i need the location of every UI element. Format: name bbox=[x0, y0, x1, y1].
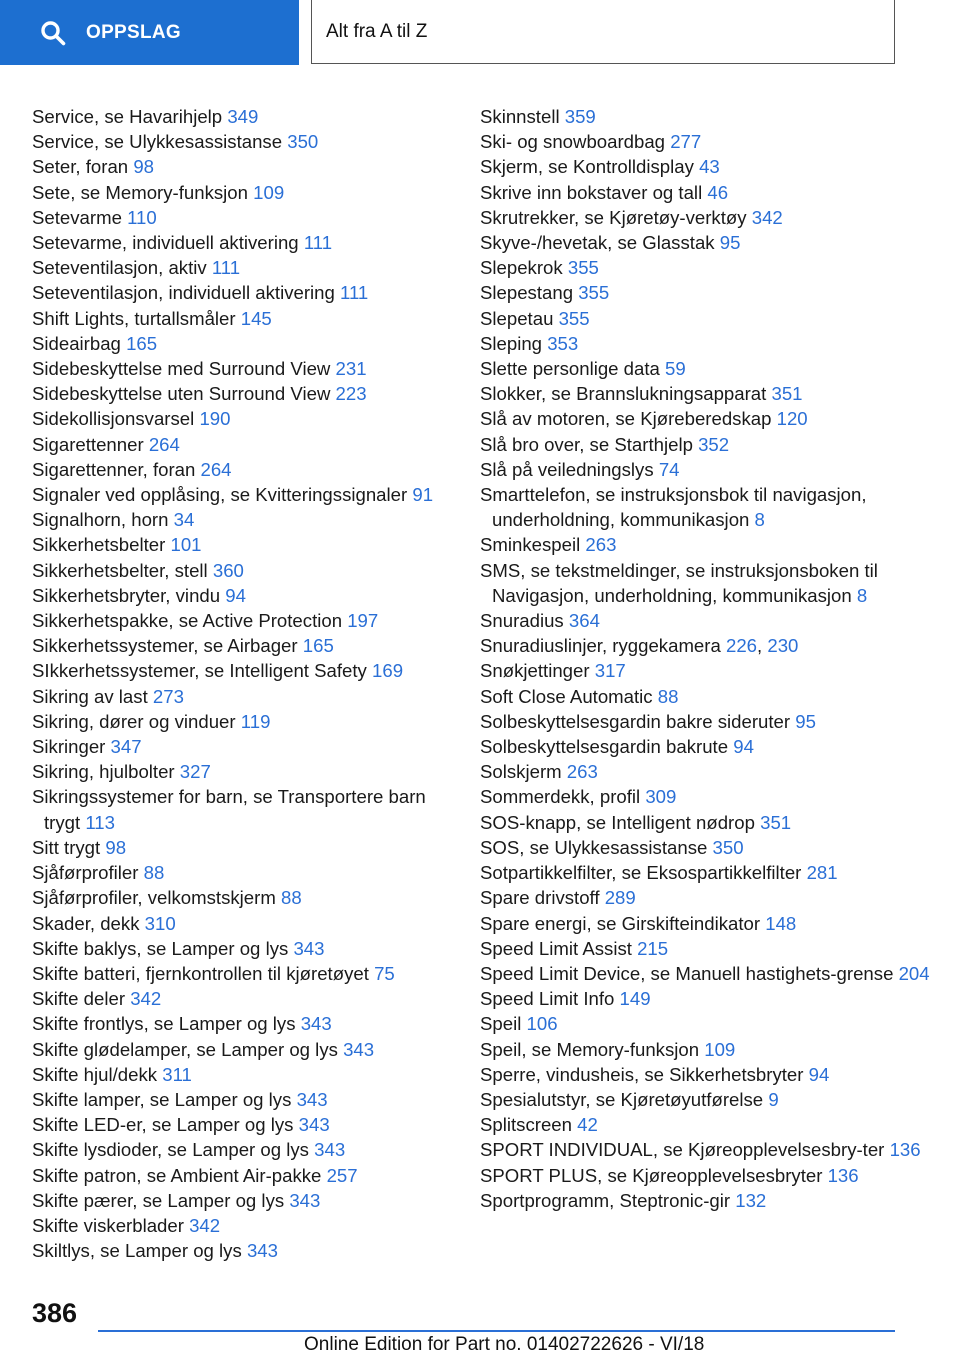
index-entry bbox=[32, 885, 462, 910]
page-ref-link[interactable]: 165 bbox=[302, 635, 334, 657]
index-entry bbox=[32, 558, 462, 583]
page-ref-link[interactable]: 223 bbox=[335, 383, 367, 405]
page-ref-link[interactable]: 317 bbox=[594, 660, 626, 682]
index-entry bbox=[32, 406, 462, 431]
page-ref-link[interactable]: 111 bbox=[340, 282, 369, 304]
page-ref-link[interactable]: 111 bbox=[303, 232, 333, 254]
index-entry bbox=[480, 885, 930, 910]
index-term: Skjerm, se Kontrolldisplay bbox=[480, 156, 694, 178]
index-term: Speed Limit Device, se Manuell hastighets-grense bbox=[480, 962, 894, 984]
index-term: Service, se Ulykkesassistanse bbox=[32, 131, 283, 153]
index-entry bbox=[32, 1087, 462, 1112]
index-entry bbox=[32, 734, 462, 759]
index-entry bbox=[32, 381, 462, 406]
index-term: Solbeskyttelsesgardin bakre sideruter bbox=[480, 710, 791, 732]
index-term: Spare drivstoff bbox=[480, 887, 600, 909]
page-ref-link[interactable]: 43 bbox=[699, 156, 720, 178]
index-term: Sideairbag bbox=[32, 332, 121, 354]
page-ref-link[interactable]: 342 bbox=[751, 206, 783, 228]
section-title-text: Alt fra A til Z bbox=[326, 20, 428, 42]
index-term: Spare energi, se Girskifteindikator bbox=[480, 912, 761, 934]
page-ref-link[interactable]: 359 bbox=[564, 106, 596, 127]
index-term: Skifte viskerblader bbox=[32, 1214, 184, 1236]
page-ref-link[interactable]: 88 bbox=[281, 887, 302, 909]
page-ref-link[interactable]: 226 bbox=[725, 635, 758, 657]
index-term: Signaler ved opplåsing, se Kvitteringssignaler bbox=[32, 484, 408, 506]
index-entry bbox=[480, 154, 930, 179]
index-term: Slepetau bbox=[480, 307, 554, 329]
index-entry bbox=[480, 835, 930, 860]
page-ref-link[interactable]: 360 bbox=[212, 559, 244, 581]
index-term: Sikkerhetspakke, se Active Protection bbox=[32, 610, 343, 632]
index-entry bbox=[32, 1238, 462, 1263]
index-term: Sleping bbox=[480, 332, 543, 354]
index-column-left bbox=[32, 104, 462, 1263]
page-ref-link[interactable]: 257 bbox=[326, 1164, 358, 1186]
index-entry bbox=[480, 457, 930, 482]
page-ref-link[interactable]: 106 bbox=[526, 1013, 558, 1035]
page-ref-link[interactable]: 136 bbox=[889, 1139, 921, 1161]
index-entry bbox=[32, 961, 462, 986]
page-ref-link[interactable]: 343 bbox=[289, 1189, 321, 1211]
index-term: Seter, foran bbox=[32, 156, 129, 178]
index-entry bbox=[480, 961, 930, 986]
page-ref-link[interactable]: 109 bbox=[253, 181, 285, 203]
page-ref-link[interactable]: 352 bbox=[698, 433, 730, 455]
index-term: Seteventilasjon, individuell aktivering bbox=[32, 282, 335, 304]
index-term: Spesialutstyr, se Kjøretøyutførelse bbox=[480, 1088, 764, 1110]
index-term: Sigarettenner bbox=[32, 433, 144, 455]
index-entry bbox=[480, 280, 930, 305]
index-entry bbox=[480, 1037, 930, 1062]
index-entry bbox=[480, 205, 930, 230]
index-entry bbox=[480, 658, 930, 683]
index-entry bbox=[480, 1011, 930, 1036]
index-entry bbox=[480, 936, 930, 961]
index-term: Sjåførprofiler, velkomstskjerm bbox=[32, 887, 276, 909]
index-term: Sikkerhetsbelter bbox=[32, 534, 166, 556]
index-entry bbox=[32, 280, 462, 305]
index-entry bbox=[32, 532, 462, 557]
page-ref-link[interactable]: 88 bbox=[657, 685, 679, 707]
index-term: Skifte deler bbox=[32, 988, 126, 1010]
index-entry bbox=[32, 1213, 462, 1238]
index-term: Skifte frontlys, se Lamper og lys bbox=[32, 1013, 296, 1035]
page-ref-link[interactable]: 111 bbox=[211, 257, 241, 279]
page-ref-link[interactable]: 148 bbox=[765, 912, 797, 934]
page-ref-link[interactable]: 34 bbox=[173, 509, 195, 531]
page-ref-link[interactable]: 327 bbox=[179, 761, 211, 783]
index-term: Service, se Havarihjelp bbox=[32, 106, 223, 127]
index-term: Setevarme, individuell aktivering bbox=[32, 232, 299, 254]
index-term: Sotpartikkelfilter, se Eksospartikkelfilter bbox=[480, 862, 802, 884]
page-ref-link[interactable]: 273 bbox=[152, 685, 184, 707]
index-term: Snuradiuslinjer, ryggekamera bbox=[480, 635, 721, 657]
index-term: Speed Limit Assist bbox=[480, 937, 632, 959]
page-ref-link[interactable]: 8 bbox=[754, 509, 765, 531]
index-entry bbox=[480, 709, 930, 734]
index-term: SIkkerhetssystemer, se Intelligent Safety bbox=[32, 660, 367, 682]
footer-divider bbox=[98, 1330, 895, 1332]
index-term: Skifte lamper, se Lamper og lys bbox=[32, 1088, 292, 1110]
index-term: Solbeskyttelsesgardin bakrute bbox=[480, 736, 729, 758]
page-ref-link[interactable]: 197 bbox=[347, 610, 379, 632]
page-ref-link[interactable]: 351 bbox=[771, 383, 803, 405]
page-ref-link[interactable]: 349 bbox=[227, 106, 259, 127]
index-term: Snøkjettinger bbox=[480, 660, 590, 682]
page-ref-link[interactable]: 343 bbox=[343, 1038, 375, 1060]
index-term: Soft Close Automatic bbox=[480, 685, 653, 707]
index-entry bbox=[32, 1163, 462, 1188]
index-term: Skifte LED-er, se Lamper og lys bbox=[32, 1114, 294, 1136]
page-ref-link[interactable]: 263 bbox=[585, 534, 617, 556]
page-ref-link[interactable]: 132 bbox=[735, 1189, 767, 1211]
index-term: Seteventilasjon, aktiv bbox=[32, 257, 207, 279]
index-entry bbox=[480, 180, 930, 205]
index-entry bbox=[32, 180, 462, 205]
page-ref-link[interactable]: 94 bbox=[225, 584, 246, 606]
index-entry bbox=[32, 432, 462, 457]
index-term: SOS-knapp, se Intelligent nødrop bbox=[480, 811, 755, 833]
page-ref-link[interactable]: 350 bbox=[287, 131, 319, 153]
index-term: SMS, se tekstmeldinger, se instruksjonsboken til Navigasjon, underholdning, kommunikasjon bbox=[480, 559, 878, 606]
index-entry bbox=[32, 306, 462, 331]
index-term: Skifte glødelamper, se Lamper og lys bbox=[32, 1038, 338, 1060]
page-ref-link[interactable]: 309 bbox=[645, 786, 677, 808]
index-entry bbox=[480, 1087, 930, 1112]
tab-label: OPPSLAG bbox=[86, 21, 182, 43]
index-entry bbox=[32, 104, 462, 129]
index-term: Sikring, hjulbolter bbox=[32, 761, 175, 783]
search-icon bbox=[40, 20, 66, 46]
page-ref-link[interactable]: 94 bbox=[808, 1063, 830, 1085]
index-term: Speil, se Memory-funksjon bbox=[480, 1038, 700, 1060]
index-term: Sikring av last bbox=[32, 685, 148, 707]
index-entry bbox=[480, 1062, 930, 1087]
index-entry bbox=[480, 306, 930, 331]
index-term: Sjåførprofiler bbox=[32, 862, 139, 884]
index-entry bbox=[480, 331, 930, 356]
index-term: Sperre, vindusheis, se Sikkerhetsbryter bbox=[480, 1063, 804, 1085]
index-term: Sitt trygt bbox=[32, 836, 101, 858]
index-entry bbox=[32, 507, 462, 532]
page-ref-link[interactable]: 88 bbox=[143, 862, 165, 884]
index-entry bbox=[480, 784, 930, 809]
index-term: Slå på veiledningslys bbox=[480, 458, 654, 480]
index-entry bbox=[480, 230, 930, 255]
index-entry bbox=[32, 608, 462, 633]
index-entry bbox=[32, 331, 462, 356]
page-ref-link[interactable]: 42 bbox=[577, 1114, 598, 1136]
index-entry bbox=[480, 810, 930, 835]
index-term: Slå av motoren, se Kjøreberedskap bbox=[480, 408, 772, 430]
index-term: Sikringer bbox=[32, 736, 106, 758]
index-entry bbox=[32, 784, 462, 834]
index-term: SPORT INDIVIDUAL, se Kjøreopplevelsesbry-ter bbox=[480, 1139, 885, 1161]
index-term: Sidekollisjonsvarsel bbox=[32, 408, 195, 430]
page-ref-link[interactable]: 95 bbox=[795, 710, 816, 732]
page-ref-link[interactable]: 75 bbox=[374, 962, 395, 984]
index-entry bbox=[32, 1011, 462, 1036]
page-ref-link[interactable]: 109 bbox=[704, 1038, 736, 1060]
edition-text: Online Edition for Part no. 01402722626 - VI/18 bbox=[304, 1334, 705, 1355]
index-term: SPORT PLUS, se Kjøreopplevelsesbryter bbox=[480, 1164, 823, 1186]
index-entry bbox=[32, 129, 462, 154]
page-ref-link[interactable]: 342 bbox=[189, 1214, 221, 1236]
index-entry bbox=[480, 734, 930, 759]
index-entry bbox=[480, 432, 930, 457]
index-entry bbox=[480, 986, 930, 1011]
page-ref-link[interactable]: 95 bbox=[719, 232, 741, 254]
index-entry bbox=[32, 986, 462, 1011]
index-term: Skrutrekker, se Kjøretøy-verktøy bbox=[480, 206, 747, 228]
index-term: Shift Lights, turtallsmåler bbox=[32, 307, 236, 329]
index-entry bbox=[32, 835, 462, 860]
index-term: Sminkespeil bbox=[480, 534, 581, 556]
index-term: Skiltlys, se Lamper og lys bbox=[32, 1240, 242, 1262]
index-entry bbox=[32, 759, 462, 784]
index-term: Skifte batteri, fjernkontrollen til kjøretøyet bbox=[32, 962, 369, 984]
index-term: Slette personlige data bbox=[480, 358, 660, 380]
page-ref-link[interactable]: 9 bbox=[768, 1088, 779, 1110]
index-entry bbox=[32, 1112, 462, 1137]
page-ref-link[interactable]: 101 bbox=[170, 534, 202, 556]
index-entry bbox=[480, 860, 930, 885]
page-ref-link[interactable]: 343 bbox=[293, 937, 325, 959]
index-entry bbox=[480, 255, 930, 280]
page-ref-link[interactable]: 343 bbox=[296, 1088, 328, 1110]
page-ref-link[interactable]: 165 bbox=[126, 332, 158, 354]
page-ref-link[interactable]: 113 bbox=[85, 811, 115, 833]
index-entry bbox=[480, 532, 930, 557]
page-ref-link[interactable]: 264 bbox=[148, 433, 180, 455]
index-entry bbox=[480, 104, 930, 129]
index-term: Slå bro over, se Starthjelp bbox=[480, 433, 693, 455]
page-ref-link[interactable]: 343 bbox=[246, 1240, 278, 1262]
index-entry bbox=[480, 684, 930, 709]
index-entry bbox=[32, 356, 462, 381]
page-ref-link[interactable]: 311 bbox=[162, 1063, 192, 1085]
page-ref-link[interactable]: 355 bbox=[567, 257, 599, 279]
page-ref-link[interactable]: 110 bbox=[127, 206, 157, 228]
index-entry bbox=[480, 406, 930, 431]
index-entry bbox=[480, 1112, 930, 1137]
page-ref-link[interactable]: 59 bbox=[665, 358, 686, 380]
index-entry bbox=[480, 759, 930, 784]
index-entry bbox=[32, 583, 462, 608]
page-ref-link[interactable]: 355 bbox=[578, 282, 610, 304]
index-entry bbox=[480, 1188, 930, 1213]
index-entry bbox=[32, 1037, 462, 1062]
index-entry bbox=[32, 1188, 462, 1213]
index-term: Sikkerhetsbelter, stell bbox=[32, 559, 208, 581]
page-ref-link[interactable]: 215 bbox=[637, 937, 669, 959]
index-entry bbox=[32, 860, 462, 885]
index-column-right bbox=[480, 104, 930, 1213]
page-ref-link[interactable]: 8 bbox=[856, 584, 868, 606]
index-entry bbox=[480, 911, 930, 936]
index-entry bbox=[32, 633, 462, 658]
page-ref-link[interactable]: 355 bbox=[558, 307, 590, 329]
index-term: Skifte hjul/dekk bbox=[32, 1063, 158, 1085]
index-term: Sikring, dører og vinduer bbox=[32, 710, 236, 732]
index-term: Sete, se Memory-funksjon bbox=[32, 181, 248, 203]
index-entry bbox=[480, 1137, 930, 1162]
index-entry bbox=[480, 129, 930, 154]
index-entry bbox=[32, 205, 462, 230]
page-ref-link[interactable]: 343 bbox=[300, 1013, 332, 1035]
index-entry bbox=[480, 381, 930, 406]
page-ref-link[interactable]: 289 bbox=[604, 887, 636, 909]
page-ref-link[interactable]: 231 bbox=[335, 358, 367, 380]
index-term: Setevarme bbox=[32, 206, 122, 228]
page-ref-link[interactable]: 74 bbox=[658, 458, 680, 480]
page-ref-link[interactable]: 98 bbox=[133, 156, 154, 178]
oppslag-tab[interactable] bbox=[0, 0, 299, 65]
index-term: Skyve-/hevetak, se Glasstak bbox=[480, 232, 715, 254]
index-entry: Snuradiuslinjer, ryggekamera 226, 230 bbox=[480, 635, 799, 657]
index-term: Skifte patron, se Ambient Air-pakke bbox=[32, 1164, 322, 1186]
index-entry bbox=[480, 356, 930, 381]
index-term: Signalhorn, horn bbox=[32, 509, 169, 531]
index-term: Skinnstell bbox=[480, 106, 560, 127]
index-term: Splitscreen bbox=[480, 1114, 572, 1136]
index-term: Speed Limit Info bbox=[480, 988, 615, 1010]
index-entry bbox=[32, 457, 462, 482]
page-ref-link[interactable]: 364 bbox=[568, 610, 600, 632]
index-entry bbox=[32, 911, 462, 936]
index-entry bbox=[32, 709, 462, 734]
index-entry bbox=[32, 658, 462, 683]
index-term: Slokker, se Brannslukningsapparat bbox=[480, 383, 767, 405]
index-term: Skifte baklys, se Lamper og lys bbox=[32, 937, 289, 959]
section-title bbox=[311, 0, 895, 64]
index-term: Sidebeskyttelse med Surround View bbox=[32, 358, 331, 380]
page-ref-link[interactable]: 94 bbox=[733, 736, 754, 758]
index-term: Skrive inn bokstaver og tall bbox=[480, 181, 703, 203]
index-term: Sikkerhetssystemer, se Airbager bbox=[32, 635, 298, 657]
page-ref-link[interactable]: 263 bbox=[566, 761, 598, 783]
page-number: 386 bbox=[32, 1298, 78, 1328]
page-ref-link[interactable]: 343 bbox=[314, 1139, 346, 1161]
page-ref-link[interactable]: 169 bbox=[372, 660, 404, 682]
index-entry bbox=[480, 1163, 930, 1188]
page-ref-link[interactable]: 343 bbox=[298, 1114, 330, 1136]
page-ref-link[interactable]: 120 bbox=[776, 408, 808, 430]
index-term: Slepestang bbox=[480, 282, 574, 304]
page-ref-link[interactable]: 91 bbox=[412, 484, 434, 506]
page-ref-link[interactable]: 230 bbox=[767, 635, 799, 657]
index-term: Sportprogramm, Steptronic-gir bbox=[480, 1189, 731, 1211]
index-term: Smarttelefon, se instruksjonsbok til navigasjon, underholdning, kommunikasjon bbox=[480, 484, 867, 531]
index-entry bbox=[32, 230, 462, 255]
index-term: Sikkerhetsbryter, vindu bbox=[32, 584, 221, 606]
index-term: Slepekrok bbox=[480, 257, 563, 279]
page-ref-link[interactable]: 351 bbox=[760, 811, 792, 833]
index-entry bbox=[32, 482, 462, 507]
page-ref-link[interactable]: 353 bbox=[547, 332, 579, 354]
page-ref-link[interactable]: 145 bbox=[240, 307, 272, 329]
index-entry bbox=[32, 936, 462, 961]
page-ref-link[interactable]: 281 bbox=[806, 862, 838, 884]
index-entry bbox=[32, 684, 462, 709]
page-ref-link[interactable]: 277 bbox=[670, 131, 702, 153]
page-ref-link[interactable]: 350 bbox=[712, 836, 744, 858]
index-entry bbox=[32, 1062, 462, 1087]
index-term: Sikringssystemer for barn, se Transportere barn trygt bbox=[32, 786, 426, 833]
page-ref-link[interactable]: 204 bbox=[898, 962, 930, 984]
page-ref-link[interactable]: 149 bbox=[619, 988, 651, 1010]
index-term: Skader, dekk bbox=[32, 912, 140, 934]
index-term: Speil bbox=[480, 1013, 522, 1035]
index-term: SOS, se Ulykkesassistanse bbox=[480, 836, 708, 858]
index-term: Ski- og snowboardbag bbox=[480, 131, 666, 153]
page-ref-link[interactable]: 190 bbox=[199, 408, 231, 430]
index-entry bbox=[32, 1137, 462, 1162]
index-entry bbox=[480, 482, 930, 532]
index-term: Solskjerm bbox=[480, 761, 562, 783]
page-ref-link[interactable]: 347 bbox=[110, 736, 142, 758]
index-entry bbox=[480, 558, 930, 608]
page-ref-link[interactable]: 264 bbox=[200, 458, 232, 480]
index-term: Sidebeskyttelse uten Surround View bbox=[32, 383, 331, 405]
page-ref-link[interactable]: 342 bbox=[130, 988, 162, 1010]
index-term: Snuradius bbox=[480, 610, 564, 632]
page-ref-link[interactable]: 98 bbox=[105, 836, 127, 858]
index-entry bbox=[32, 255, 462, 280]
index-entry bbox=[480, 608, 930, 633]
index-term: Skifte pærer, se Lamper og lys bbox=[32, 1189, 285, 1211]
index-term: Sommerdekk, profil bbox=[480, 786, 641, 808]
index-term: Skifte lysdioder, se Lamper og lys bbox=[32, 1139, 309, 1161]
page-ref-link[interactable]: 119 bbox=[240, 710, 271, 732]
page-ref-link[interactable]: 46 bbox=[707, 181, 729, 203]
page-ref-link[interactable]: 310 bbox=[144, 912, 176, 934]
index-term: Sigarettenner, foran bbox=[32, 458, 196, 480]
page-ref-link[interactable]: 136 bbox=[827, 1164, 859, 1186]
index-entry bbox=[32, 154, 462, 179]
